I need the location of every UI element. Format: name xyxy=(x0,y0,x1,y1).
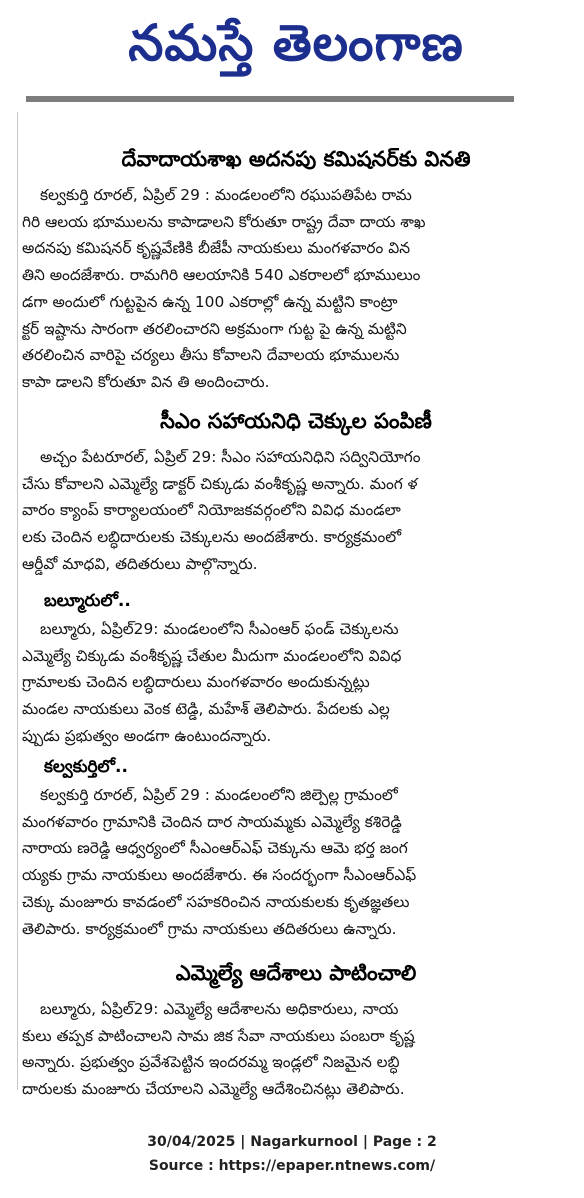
body-line: య్యకు గ్రామ నాయకులు అందజేశారు. ఈ సందర్భంగా సీఎంఆర్‌ఎఫ్‌ xyxy=(22,866,417,885)
article-body xyxy=(22,996,570,1103)
body-line: తిని అందజేశారు. రామగిరి ఆలయానికి 540 ఎకరాలలో భూములుం xyxy=(22,266,421,285)
body-line: ఆర్డీవో మాధవి, తదితరులు పాల్గొన్నారు. xyxy=(22,554,258,573)
article-cm-relief-fund xyxy=(22,404,570,578)
body-line: వారం క్యాంప్‌ కార్యాలయంలో నియోజకవర్గంలోని వివిధ మండలా xyxy=(22,501,401,520)
article-body xyxy=(22,782,570,942)
body-line: డగా అందులో గుట్టపైన ఉన్న 100 ఎకరాల్లో ఉన్న మట్టిని కాంట్రా xyxy=(22,292,398,311)
article-body xyxy=(22,182,570,396)
article-balmoor xyxy=(22,588,570,750)
body-line: బల్మూరు, ఏప్రిల్‌29: మండలంలోని సీఎంఆర్‌ ఫండ్‌ చెక్కులను xyxy=(40,620,399,638)
body-line: గ్రామాలకు చెందిన లబ్ధిదారులు మంగళవారం అందుకున్నట్లు xyxy=(22,673,370,692)
article-subhead: బల్మూరులో.. xyxy=(44,591,131,611)
body-line: చేసు కోవాలని ఎమ్మెల్యే డాక్టర్‌ చిక్కుడు వంశీకృష్ణ అన్నారు. మంగ ళ xyxy=(22,474,418,493)
body-line: ప్పుడు ప్రభుత్వం అండగా ఉంటుందన్నారు. xyxy=(22,726,272,745)
body-line: కాపా డాలని కోరుతూ విన తి అందించారు. xyxy=(22,372,270,391)
body-line: చెక్కు మంజూరు కావడంలో సహకరించిన నాయకులకు కృతజ్ఞతలు xyxy=(22,892,410,911)
article-body xyxy=(22,444,570,578)
body-line: నారాయ ణరెడ్డి ఆధ్వర్యంలో సీఎంఆర్‌ఎఫ్‌ చెక్కును ఆమె భర్త జంగ xyxy=(22,839,408,858)
article-headline: ఎమ్మెల్యే ఆదేశాలు పాటించాలి xyxy=(175,961,417,985)
body-line: కల్వకుర్తి రూరల్‌, ఏప్రిల్‌ 29 : మండలంలోని జిల్పెల్ల గ్రామంలో xyxy=(40,786,398,804)
article-endowment-petition xyxy=(22,142,570,396)
body-line: దారులకు మంజూరు చేయాలని ఎమ్మెల్యే ఆదేశించినట్లు తెలిపారు. xyxy=(22,1080,405,1099)
body-line: గిరి ఆలయ భూములను కాపాడాలని కోరుతూ రాష్ట్ర దేవా దాయ శాఖ xyxy=(22,212,426,231)
body-line: మంగళవారం గ్రామానికి చెందిన దార సాయమ్మకు ఎమ్మెల్యే కశిరెడ్డి xyxy=(22,812,402,831)
body-line: తరలించిన వారిపై చర్యలు తీసు కోవాలని దేవాలయ భూములను xyxy=(22,346,400,365)
article-body xyxy=(22,616,570,750)
body-line: కులు తప్పక పాటించాలని సామ జిక సేవా నాయకులు పంబరా కృష్ణ xyxy=(22,1026,415,1045)
column-border xyxy=(17,112,18,1090)
footer-date-edition: 30/04/2025 | Nagarkurnool | Page : 2 xyxy=(147,1134,437,1150)
masthead xyxy=(0,0,584,100)
body-line: తెలిపారు. కార్యక్రమంలో గ్రామ నాయకులు తదితరులు ఉన్నారు. xyxy=(22,919,397,938)
body-line: బల్మూరు, ఏప్రిల్‌29: ఎమ్మెల్యే ఆదేశాలను అధికారులు, నాయ xyxy=(40,1000,399,1018)
article-subhead: కల్వకుర్తిలో.. xyxy=(44,757,128,777)
article-kalwakurthy xyxy=(22,754,570,942)
body-line: లకు చెందిన లబ్ధిదారులకు చెక్కులను అందజేశారు. కార్యక్రమంలో xyxy=(22,528,402,547)
body-line: అన్నారు. ప్రభుత్వం ప్రవేశపెట్టిన ఇందరమ్మ ఇండ్లలో నిజమైన లబ్ధి xyxy=(22,1053,400,1072)
body-line: క్టర్‌ ఇష్టాను సారంగా తరలించారని అక్రమంగా గుట్ట పై ఉన్న మట్టిని xyxy=(22,319,407,338)
article-headline: సీఎం సహాయనిధి చెక్కుల పంపిణీ xyxy=(160,409,432,433)
body-line: మండల నాయకులు వెంక టెడ్డి, మహేశ్‌ తెలిపారు. పేదలకు ఎల్ల xyxy=(22,700,390,719)
body-line: అచ్చం పేటరూరల్‌, ఏప్రిల్‌ 29: సీఎం సహాయనిధిని సద్వినియోగం xyxy=(40,448,421,466)
article-mla-orders xyxy=(22,956,570,1103)
masthead-divider xyxy=(26,96,514,102)
body-line: అదనపు కమిషనర్‌ కృష్ణవేణికి బీజేపీ నాయకులు మంగళవారం విన xyxy=(22,239,411,258)
newspaper-logo: నమస్తే తెలంగాణ xyxy=(128,14,464,72)
footer-source: Source : https://epaper.ntnews.com/ xyxy=(148,1158,436,1174)
body-line: కల్వకుర్తి రూరల్‌, ఏప్రిల్‌ 29 : మండలంలోని రఘుపతిపేట రామ xyxy=(40,186,412,204)
article-headline: దేవాదాయశాఖ అదనపు కమిషనర్‌కు వినతి xyxy=(121,147,471,171)
body-line: ఎమ్మెల్యే చిక్కుడు వంశీకృష్ణ చేతుల మీదుగా మండలంలోని వివిధ xyxy=(22,646,402,665)
